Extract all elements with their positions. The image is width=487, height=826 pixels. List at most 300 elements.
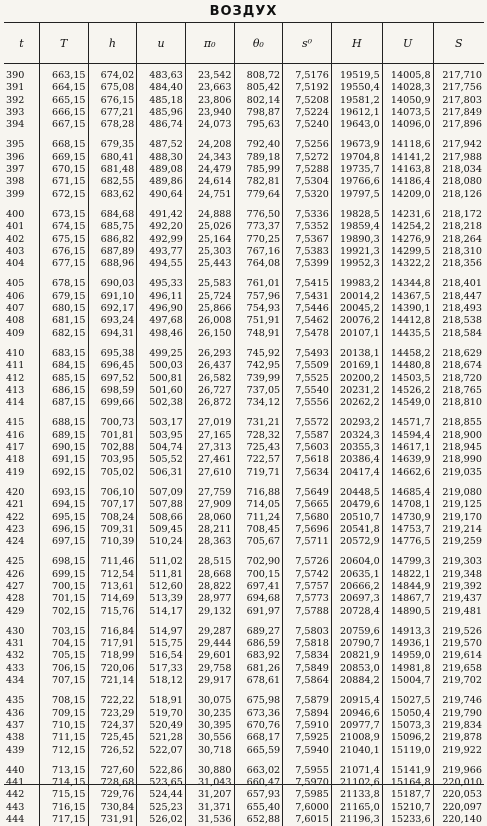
table-cell: 525,23 [137, 802, 186, 814]
table-cell: 21196,3 [331, 814, 382, 826]
table-cell: 19890,3 [331, 234, 382, 246]
table-cell: 505,52 [137, 454, 186, 466]
table-cell: 779,64 [234, 189, 283, 201]
table-cell: 684,68 [88, 209, 137, 221]
table-cell: 686,82 [88, 234, 137, 246]
table-cell: 15210,7 [382, 802, 433, 814]
table-cell: 7,5940 [283, 745, 332, 757]
table-cell: 424 [4, 536, 39, 548]
empty-cell [88, 548, 137, 556]
table-cell: 679,35 [88, 139, 137, 151]
table-cell: 805,42 [234, 82, 283, 94]
table-row [4, 246, 484, 258]
empty-cell [433, 131, 484, 139]
table-cell: 683,62 [88, 189, 137, 201]
table-cell: 14730,9 [382, 512, 433, 524]
table-cell: 723,29 [88, 708, 137, 720]
table-cell: 14163,8 [382, 164, 433, 176]
table-cell: 218,447 [433, 291, 484, 303]
table-cell: 218,674 [433, 360, 484, 372]
table-cell: 15050,4 [382, 708, 433, 720]
table-cell: 687,15 [39, 397, 88, 409]
table-cell: 498,46 [137, 328, 186, 340]
empty-cell [4, 409, 39, 417]
table-cell: 20604,0 [331, 556, 382, 568]
table-cell: 430 [4, 626, 39, 638]
table-cell: 737,05 [234, 385, 283, 397]
table-cell: 517,33 [137, 663, 186, 675]
table-row [4, 675, 484, 687]
table-cell: 7,5696 [283, 524, 332, 536]
table-cell: 708,15 [39, 695, 88, 707]
table-cell: 685,15 [39, 373, 88, 385]
table-cell: 218,810 [433, 397, 484, 409]
table-cell: 691,10 [88, 291, 137, 303]
table-cell: 710,39 [88, 536, 137, 548]
table-row [4, 814, 484, 826]
table-cell: 483,63 [137, 70, 186, 82]
table-cell: 21102,6 [331, 777, 382, 789]
table-cell: 218,990 [433, 454, 484, 466]
table-cell: 14753,7 [382, 524, 433, 536]
table-cell: 492,99 [137, 234, 186, 246]
table-cell: 19581,2 [331, 95, 382, 107]
table-cell: 488,30 [137, 152, 186, 164]
table-cell: 715,76 [88, 606, 137, 618]
table-cell: 683,15 [39, 348, 88, 360]
table-row [4, 417, 484, 429]
table-cell: 734,12 [234, 397, 283, 409]
table-cell: 28,060 [185, 512, 234, 524]
table-cell: 7,5587 [283, 430, 332, 442]
table-cell: 7,5176 [283, 70, 332, 82]
table-cell: 14549,0 [382, 397, 433, 409]
table-row [4, 765, 484, 777]
table-cell: 702,88 [88, 442, 137, 454]
table-cell: 219,125 [433, 499, 484, 511]
table-cell: 219,259 [433, 536, 484, 548]
empty-cell [39, 270, 88, 278]
table-cell: 218,855 [433, 417, 484, 429]
table-row [4, 454, 484, 466]
table-row [4, 499, 484, 511]
table-cell: 393 [4, 107, 39, 119]
table-cell: 399 [4, 189, 39, 201]
empty-cell [283, 201, 332, 209]
table-cell: 433 [4, 663, 39, 675]
table-cell: 713,61 [88, 581, 137, 593]
table-cell: 7,5803 [283, 626, 332, 638]
group-gap [4, 409, 484, 417]
empty-cell [39, 201, 88, 209]
table-cell: 714,05 [234, 499, 283, 511]
table-cell: 508,66 [137, 512, 186, 524]
table-cell: 7,5726 [283, 556, 332, 568]
table-cell: 7,5665 [283, 499, 332, 511]
table-cell: 20884,2 [331, 675, 382, 687]
table-cell: 730,84 [88, 802, 137, 814]
empty-cell [4, 687, 39, 695]
table-row [4, 467, 484, 479]
table-cell: 405 [4, 278, 39, 290]
table-cell: 28,822 [185, 581, 234, 593]
table-cell: 7,5910 [283, 720, 332, 732]
table-cell: 669,15 [39, 152, 88, 164]
table-cell: 15187,7 [382, 789, 433, 801]
table-cell: 414 [4, 397, 39, 409]
table-cell: 7,5925 [283, 732, 332, 744]
table-cell: 20045,2 [331, 303, 382, 315]
table-cell: 708,24 [88, 512, 137, 524]
table-cell: 767,16 [234, 246, 283, 258]
table-cell: 7,5240 [283, 119, 332, 131]
table-row [4, 385, 484, 397]
table-cell: 512,60 [137, 581, 186, 593]
table-cell: 519,70 [137, 708, 186, 720]
table-cell: 714,15 [39, 777, 88, 789]
table-cell: 700,15 [234, 569, 283, 581]
table-row [4, 745, 484, 757]
empty-cell [88, 409, 137, 417]
table-cell: 218,264 [433, 234, 484, 246]
table-cell: 739,99 [234, 373, 283, 385]
table-cell: 695,38 [88, 348, 137, 360]
table-cell: 675,98 [234, 695, 283, 707]
empty-cell [39, 340, 88, 348]
table-cell: 219,966 [433, 765, 484, 777]
table-cell: 409 [4, 328, 39, 340]
table-cell: 15096,2 [382, 732, 433, 744]
table-cell: 7,5367 [283, 234, 332, 246]
empty-cell [283, 270, 332, 278]
table-cell: 711,24 [234, 512, 283, 524]
table-cell: 7,5773 [283, 593, 332, 605]
table-cell: 392 [4, 95, 39, 107]
table-cell: 14344,8 [382, 278, 433, 290]
table-cell: 14458,2 [382, 348, 433, 360]
column-header: H [331, 23, 382, 64]
table-cell: 395 [4, 139, 39, 151]
empty-cell [137, 687, 186, 695]
empty-cell [185, 548, 234, 556]
table-cell: 421 [4, 499, 39, 511]
table-cell: 23,806 [185, 95, 234, 107]
table-cell: 501,60 [137, 385, 186, 397]
table-cell: 19735,7 [331, 164, 382, 176]
table-cell: 25,583 [185, 278, 234, 290]
empty-cell [433, 479, 484, 487]
table-cell: 390 [4, 70, 39, 82]
table-cell: 792,40 [234, 139, 283, 151]
table-cell: 711,15 [39, 732, 88, 744]
table-cell: 7,5649 [283, 487, 332, 499]
table-cell: 394 [4, 119, 39, 131]
table-cell: 514,97 [137, 626, 186, 638]
empty-cell [137, 201, 186, 209]
table-cell: 219,481 [433, 606, 484, 618]
empty-cell [88, 618, 137, 626]
empty-cell [185, 618, 234, 626]
table-cell: 219,658 [433, 663, 484, 675]
table-cell: 7,5399 [283, 258, 332, 270]
table-cell: 20138,1 [331, 348, 382, 360]
table-cell: 438 [4, 732, 39, 744]
table-cell: 694,68 [234, 593, 283, 605]
table-cell: 660,47 [234, 777, 283, 789]
table-cell: 14209,0 [382, 189, 433, 201]
table-cell: 504,74 [137, 442, 186, 454]
table-cell: 14390,1 [382, 303, 433, 315]
table-cell: 219,526 [433, 626, 484, 638]
table-cell: 21071,4 [331, 765, 382, 777]
table-cell: 718,99 [88, 650, 137, 662]
table-cell: 21008,9 [331, 732, 382, 744]
table-cell: 218,629 [433, 348, 484, 360]
table-cell: 667,15 [39, 119, 88, 131]
table-cell: 7,5525 [283, 373, 332, 385]
table-cell: 708,45 [234, 524, 283, 536]
table-cell: 712,15 [39, 745, 88, 757]
empty-cell [4, 618, 39, 626]
table-cell: 7,5208 [283, 95, 332, 107]
table-cell: 27,759 [185, 487, 234, 499]
table-cell: 685,75 [88, 221, 137, 233]
empty-cell [88, 131, 137, 139]
table-cell: 518,12 [137, 675, 186, 687]
empty-cell [4, 340, 39, 348]
table-cell: 754,93 [234, 303, 283, 315]
empty-cell [88, 757, 137, 765]
table-cell: 695,15 [39, 512, 88, 524]
table-cell: 7,5634 [283, 467, 332, 479]
table-cell: 678,15 [39, 278, 88, 290]
column-header: h [88, 23, 137, 64]
table-cell: 20014,2 [331, 291, 382, 303]
table-row [4, 139, 484, 151]
table-cell: 697,52 [88, 373, 137, 385]
table-cell: 652,88 [234, 814, 283, 826]
empty-cell [234, 409, 283, 417]
table-cell: 664,15 [39, 82, 88, 94]
table-cell: 435 [4, 695, 39, 707]
table-cell: 220,097 [433, 802, 484, 814]
table-cell: 672,15 [39, 189, 88, 201]
table-cell: 674,02 [88, 70, 137, 82]
table-cell: 751,91 [234, 315, 283, 327]
table-cell: 657,93 [234, 789, 283, 801]
table-row [4, 524, 484, 536]
table-cell: 19704,8 [331, 152, 382, 164]
table-cell: 7,5272 [283, 152, 332, 164]
table-cell: 219,878 [433, 732, 484, 744]
table-cell: 30,235 [185, 708, 234, 720]
table-cell: 663,02 [234, 765, 283, 777]
table-cell: 14890,5 [382, 606, 433, 618]
table-row [4, 95, 484, 107]
table-cell: 25,866 [185, 303, 234, 315]
empty-cell [137, 479, 186, 487]
table-cell: 20417,4 [331, 467, 382, 479]
table-cell: 30,075 [185, 695, 234, 707]
empty-cell [185, 340, 234, 348]
table-cell: 434 [4, 675, 39, 687]
table-cell: 219,303 [433, 556, 484, 568]
table-row [4, 373, 484, 385]
table-cell: 407 [4, 303, 39, 315]
empty-cell [137, 757, 186, 765]
table-cell: 7,6015 [283, 814, 332, 826]
table-row [4, 82, 484, 94]
table-cell: 675,08 [88, 82, 137, 94]
table-cell: 727,60 [88, 765, 137, 777]
table-cell: 513,39 [137, 593, 186, 605]
table-cell: 27,165 [185, 430, 234, 442]
table-cell: 503,95 [137, 430, 186, 442]
table-cell: 665,15 [39, 95, 88, 107]
table-cell: 219,437 [433, 593, 484, 605]
table-cell: 19983,2 [331, 278, 382, 290]
table-cell: 7,5478 [283, 328, 332, 340]
empty-cell [283, 548, 332, 556]
empty-cell [433, 618, 484, 626]
empty-cell [137, 340, 186, 348]
table-cell: 20977,7 [331, 720, 382, 732]
table-cell: 14776,5 [382, 536, 433, 548]
table-cell: 20853,0 [331, 663, 382, 675]
table-cell: 440 [4, 765, 39, 777]
table-cell: 668,17 [234, 732, 283, 744]
table-cell: 20200,2 [331, 373, 382, 385]
table-cell: 219,614 [433, 650, 484, 662]
table-cell: 14503,5 [382, 373, 433, 385]
table-cell: 14799,3 [382, 556, 433, 568]
table-cell: 7,5462 [283, 315, 332, 327]
table-cell: 677,21 [88, 107, 137, 119]
empty-cell [433, 548, 484, 556]
table-cell: 7,5256 [283, 139, 332, 151]
table-cell: 725,45 [88, 732, 137, 744]
table-cell: 218,401 [433, 278, 484, 290]
empty-cell [382, 201, 433, 209]
table-cell: 441 [4, 777, 39, 789]
table-cell: 665,59 [234, 745, 283, 757]
table-cell: 219,790 [433, 708, 484, 720]
empty-cell [382, 409, 433, 417]
table-cell: 707,15 [39, 675, 88, 687]
table-cell: 24,208 [185, 139, 234, 151]
table-cell: 14299,5 [382, 246, 433, 258]
table-cell: 427 [4, 581, 39, 593]
table-cell: 7,5834 [283, 650, 332, 662]
table-cell: 20262,2 [331, 397, 382, 409]
empty-cell [4, 548, 39, 556]
table-cell: 19952,3 [331, 258, 382, 270]
table-cell: 717,15 [39, 814, 88, 826]
table-cell: 419 [4, 467, 39, 479]
table-cell: 21133,8 [331, 789, 382, 801]
empty-cell [331, 131, 382, 139]
empty-cell [185, 270, 234, 278]
table-row [4, 581, 484, 593]
table-cell: 19859,4 [331, 221, 382, 233]
table-cell: 412 [4, 373, 39, 385]
empty-cell [137, 618, 186, 626]
table-cell: 511,02 [137, 556, 186, 568]
table-cell: 7,5383 [283, 246, 332, 258]
table-cell: 219,834 [433, 720, 484, 732]
table-cell: 26,293 [185, 348, 234, 360]
table-cell: 217,803 [433, 95, 484, 107]
table-row [4, 164, 484, 176]
empty-cell [283, 757, 332, 765]
table-cell: 506,31 [137, 467, 186, 479]
table-cell: 726,52 [88, 745, 137, 757]
table-cell: 25,724 [185, 291, 234, 303]
table-cell: 716,84 [88, 626, 137, 638]
table-cell: 25,164 [185, 234, 234, 246]
empty-cell [234, 687, 283, 695]
table-row [4, 303, 484, 315]
column-header: θ₀ [234, 23, 283, 64]
table-cell: 502,38 [137, 397, 186, 409]
table-cell: 697,41 [234, 581, 283, 593]
table-cell: 709,31 [88, 524, 137, 536]
table-cell: 403 [4, 246, 39, 258]
table-cell: 680,41 [88, 152, 137, 164]
table-cell: 219,035 [433, 467, 484, 479]
empty-cell [331, 618, 382, 626]
table-cell: 518,91 [137, 695, 186, 707]
table-cell: 219,080 [433, 487, 484, 499]
table-cell: 485,18 [137, 95, 186, 107]
table-cell: 20541,8 [331, 524, 382, 536]
table-cell: 14186,4 [382, 176, 433, 188]
table-cell: 20666,2 [331, 581, 382, 593]
table-cell: 20169,1 [331, 360, 382, 372]
table-cell: 666,15 [39, 107, 88, 119]
empty-cell [4, 270, 39, 278]
table-cell: 671,15 [39, 176, 88, 188]
table-cell: 29,287 [185, 626, 234, 638]
empty-cell [382, 548, 433, 556]
table-row [4, 569, 484, 581]
table-body [4, 64, 484, 826]
table-title: ВОЗДУХ [0, 4, 487, 19]
table-cell: 705,02 [88, 467, 137, 479]
empty-cell [283, 618, 332, 626]
empty-cell [283, 479, 332, 487]
table-cell: 692,15 [39, 467, 88, 479]
empty-cell [331, 340, 382, 348]
table-cell: 26,437 [185, 360, 234, 372]
table-cell: 404 [4, 258, 39, 270]
empty-cell [234, 201, 283, 209]
table-cell: 7,5288 [283, 164, 332, 176]
table-cell: 694,31 [88, 328, 137, 340]
table-cell: 703,15 [39, 626, 88, 638]
table-cell: 14005,8 [382, 70, 433, 82]
table-cell: 761,01 [234, 278, 283, 290]
table-cell: 7,5849 [283, 663, 332, 675]
table-cell: 689,27 [234, 626, 283, 638]
table-cell: 14367,5 [382, 291, 433, 303]
table-cell: 20790,7 [331, 638, 382, 650]
table-cell: 439 [4, 745, 39, 757]
group-gap [4, 757, 484, 765]
table-cell: 704,15 [39, 638, 88, 650]
empty-cell [185, 687, 234, 695]
table-cell: 28,363 [185, 536, 234, 548]
